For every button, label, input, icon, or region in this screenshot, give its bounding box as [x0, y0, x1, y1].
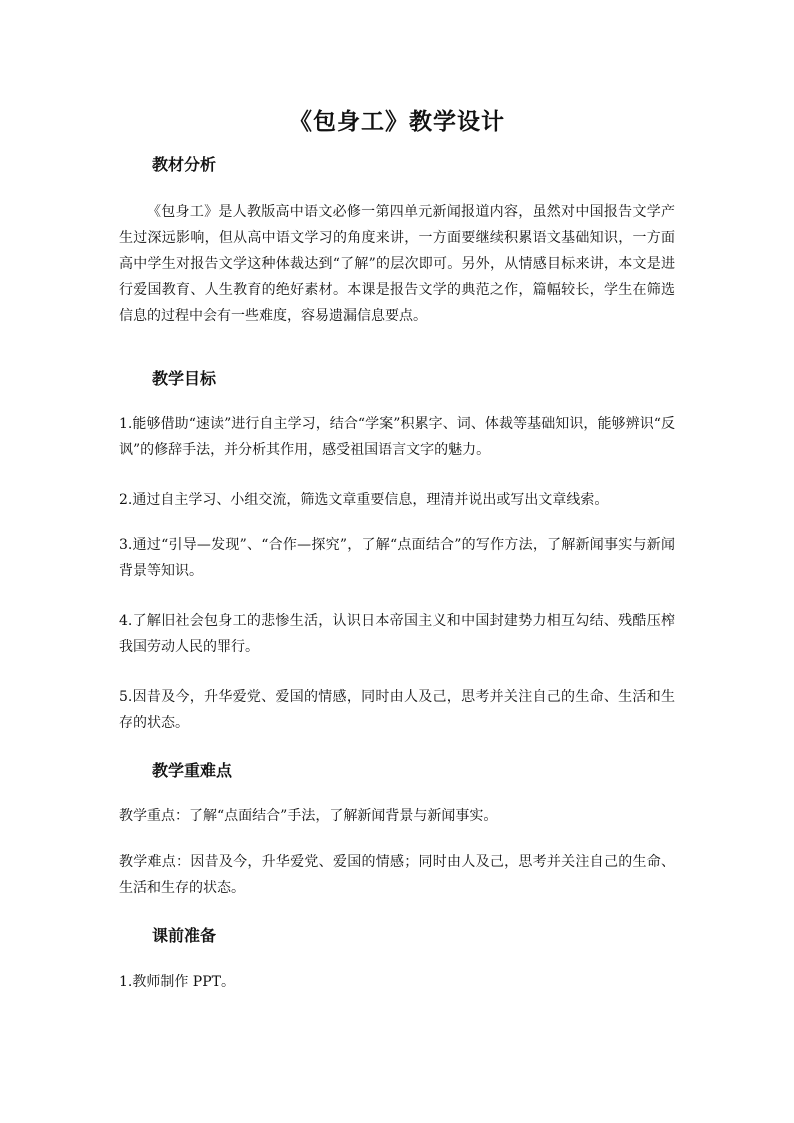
- key-point-paragraph: 教学重点：了解“点面结合”手法，了解新闻背景与新闻事实。: [119, 808, 498, 824]
- preparation-item-1: 1.教师制作 PPT。: [119, 974, 235, 990]
- goal-item-4: 4.了解旧社会包身工的悲惨生活，认识日本帝国主义和中国封建势力相互勾结、残酷压榨我国劳动人民的罪行。: [119, 613, 675, 655]
- goal-item-2: 2.通过自主学习、小组交流，筛选文章重要信息，理清并说出或写出文章线索。: [119, 492, 609, 508]
- goal-item-3: 3.通过“引导—发现”、“合作—探究”，了解“点面结合”的写作方法，了解新闻事实与新闻背景等知识。: [119, 537, 675, 579]
- section-heading-material-analysis: 教材分析: [152, 155, 217, 174]
- document-title: 《包身工》教学设计: [289, 108, 505, 135]
- section-heading-key-points: 教学重难点: [152, 761, 233, 780]
- section-heading-preparation: 课前准备: [152, 926, 217, 945]
- difficult-point-paragraph: 教学难点：因昔及今，升华爱党、爱国的情感；同时由人及己，思考并关注自己的生命、生活和生存的状态。: [119, 854, 675, 896]
- section-heading-teaching-goals: 教学目标: [152, 369, 217, 388]
- paragraph-material-analysis: 《包身工》是人教版高中语文必修一第四单元新闻报道内容，虽然对中国报告文学产生过深远影响，但从高中语文学习的角度来讲，一方面要继续积累语文基础知识，一方面高中学生对报告文学这种体裁达到“了解”的层次即可。另外，从情感目标来讲，本文是进行爱国教育、人生教育的绝好素材。本课是报告文学的典范之作，篇幅较长，学生在筛选信息的过程中会有一些难度，容易遗漏信息要点。: [119, 204, 675, 324]
- goal-item-1: 1.能够借助“速读”进行自主学习，结合“学案”积累字、词、体裁等基础知识，能够辨识“反讽”的修辞手法，并分析其作用，感受祖国语言文字的魅力。: [119, 416, 675, 458]
- goal-item-5: 5.因昔及今，升华爱党、爱国的情感，同时由人及己，思考并关注自己的生命、生活和生存的状态。: [119, 689, 675, 731]
